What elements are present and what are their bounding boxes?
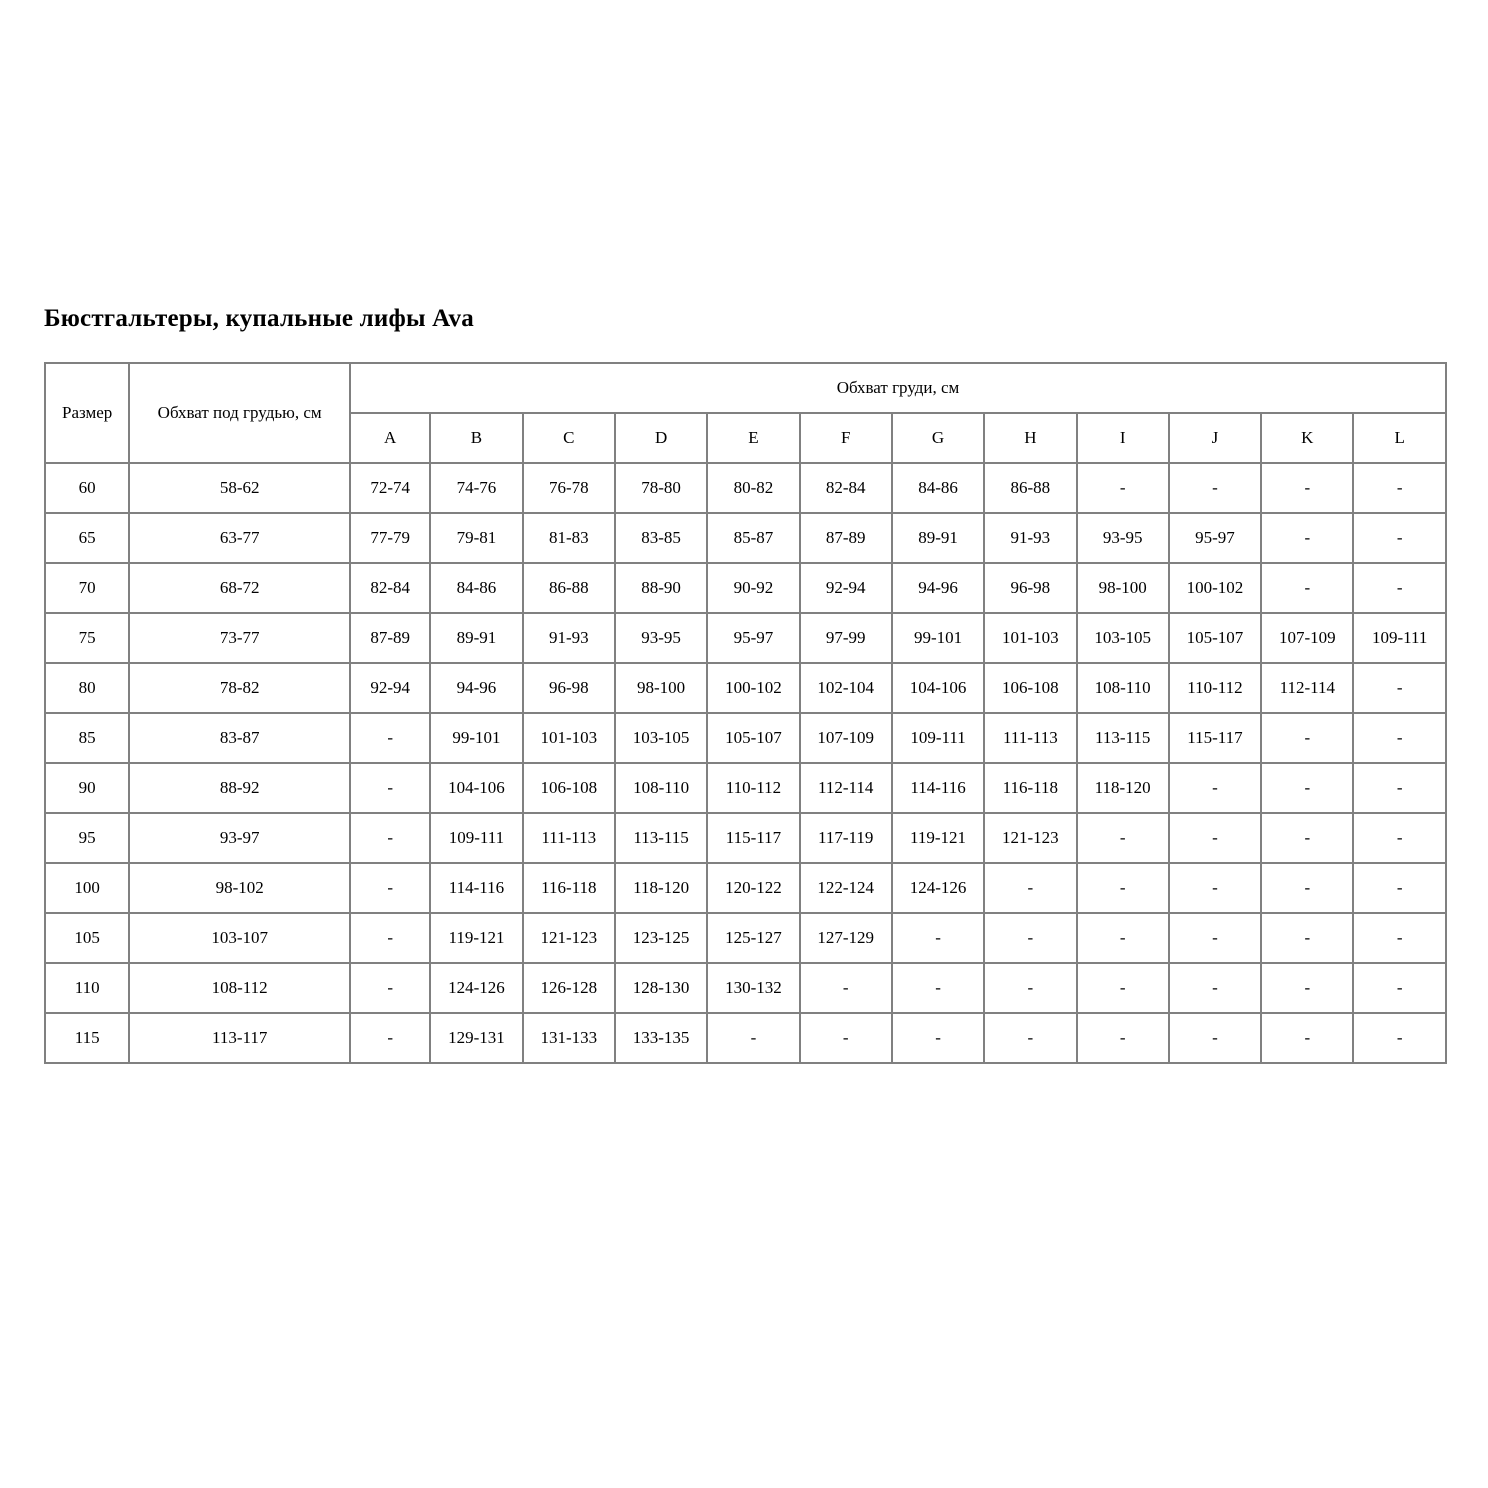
bust-range-cell: 117-119 xyxy=(800,813,892,863)
bust-range-cell: 99-101 xyxy=(892,613,984,663)
bust-range-cell: 113-115 xyxy=(615,813,707,863)
table-row xyxy=(45,563,1446,613)
bust-range-cell: 88-90 xyxy=(615,563,707,613)
size-cell: 75 xyxy=(45,613,129,663)
bust-range-cell: - xyxy=(1261,513,1353,563)
bust-range-cell: - xyxy=(350,713,430,763)
bust-range-cell: 124-126 xyxy=(430,963,522,1013)
bust-range-cell: 114-116 xyxy=(430,863,522,913)
bust-range-cell: 104-106 xyxy=(892,663,984,713)
bust-range-cell: 106-108 xyxy=(984,663,1076,713)
bust-range-cell: - xyxy=(1353,813,1446,863)
size-chart-table xyxy=(44,362,1447,1064)
bust-range-cell: - xyxy=(1169,463,1261,513)
bust-range-cell: 100-102 xyxy=(1169,563,1261,613)
bust-range-cell: 121-123 xyxy=(523,913,615,963)
bust-range-cell: - xyxy=(1261,963,1353,1013)
bust-range-cell: - xyxy=(1077,913,1169,963)
bust-range-cell: - xyxy=(1353,463,1446,513)
underbust-column-header: Обхват под грудью, см xyxy=(129,363,350,463)
bust-range-cell: - xyxy=(892,913,984,963)
size-cell: 110 xyxy=(45,963,129,1013)
table-row xyxy=(45,463,1446,513)
bust-range-cell: 89-91 xyxy=(892,513,984,563)
bust-range-cell: 94-96 xyxy=(892,563,984,613)
underbust-cell: 83-87 xyxy=(129,713,350,763)
bust-range-cell: 92-94 xyxy=(800,563,892,613)
cup-letter-header: I xyxy=(1077,413,1169,463)
underbust-cell: 103-107 xyxy=(129,913,350,963)
underbust-cell: 78-82 xyxy=(129,663,350,713)
underbust-cell: 58-62 xyxy=(129,463,350,513)
size-cell: 95 xyxy=(45,813,129,863)
bust-group-header: Обхват груди, см xyxy=(350,363,1446,413)
table-row xyxy=(45,963,1446,1013)
bust-range-cell: 94-96 xyxy=(430,663,522,713)
bust-range-cell: 93-95 xyxy=(1077,513,1169,563)
cup-letter-header: K xyxy=(1261,413,1353,463)
bust-range-cell: - xyxy=(1261,463,1353,513)
bust-range-cell: - xyxy=(984,1013,1076,1063)
size-cell: 115 xyxy=(45,1013,129,1063)
table-row xyxy=(45,913,1446,963)
bust-range-cell: 125-127 xyxy=(707,913,799,963)
bust-range-cell: - xyxy=(1169,813,1261,863)
cup-letter-header: L xyxy=(1353,413,1446,463)
size-cell: 85 xyxy=(45,713,129,763)
bust-range-cell: - xyxy=(1353,1013,1446,1063)
size-cell: 60 xyxy=(45,463,129,513)
cup-letter-header: A xyxy=(350,413,430,463)
bust-range-cell: 129-131 xyxy=(430,1013,522,1063)
bust-range-cell: 97-99 xyxy=(800,613,892,663)
bust-range-cell: 119-121 xyxy=(892,813,984,863)
bust-range-cell: 106-108 xyxy=(523,763,615,813)
bust-range-cell: - xyxy=(1261,1013,1353,1063)
bust-range-cell: - xyxy=(350,963,430,1013)
bust-range-cell: 81-83 xyxy=(523,513,615,563)
bust-range-cell: 128-130 xyxy=(615,963,707,1013)
bust-range-cell: - xyxy=(892,963,984,1013)
bust-range-cell: 113-115 xyxy=(1077,713,1169,763)
bust-range-cell: - xyxy=(1169,763,1261,813)
bust-range-cell: 78-80 xyxy=(615,463,707,513)
cup-letter-header: H xyxy=(984,413,1076,463)
bust-range-cell: 86-88 xyxy=(523,563,615,613)
table-row xyxy=(45,713,1446,763)
table-row xyxy=(45,813,1446,863)
bust-range-cell: 91-93 xyxy=(523,613,615,663)
size-cell: 105 xyxy=(45,913,129,963)
bust-range-cell: 109-111 xyxy=(892,713,984,763)
bust-range-cell: 109-111 xyxy=(430,813,522,863)
bust-range-cell: 131-133 xyxy=(523,1013,615,1063)
underbust-cell: 98-102 xyxy=(129,863,350,913)
bust-range-cell: 76-78 xyxy=(523,463,615,513)
bust-range-cell: - xyxy=(350,763,430,813)
bust-range-cell: 101-103 xyxy=(984,613,1076,663)
bust-range-cell: 98-100 xyxy=(615,663,707,713)
bust-range-cell: 100-102 xyxy=(707,663,799,713)
bust-range-cell: 99-101 xyxy=(430,713,522,763)
bust-range-cell: - xyxy=(1169,963,1261,1013)
bust-range-cell: 95-97 xyxy=(1169,513,1261,563)
underbust-cell: 88-92 xyxy=(129,763,350,813)
bust-range-cell: 122-124 xyxy=(800,863,892,913)
table-row xyxy=(45,1013,1446,1063)
bust-range-cell: - xyxy=(1077,963,1169,1013)
bust-range-cell: - xyxy=(1261,563,1353,613)
bust-range-cell: 86-88 xyxy=(984,463,1076,513)
cup-letter-header: G xyxy=(892,413,984,463)
underbust-cell: 93-97 xyxy=(129,813,350,863)
bust-range-cell: 107-109 xyxy=(800,713,892,763)
bust-range-cell: 77-79 xyxy=(350,513,430,563)
bust-range-cell: - xyxy=(1353,963,1446,1013)
bust-range-cell: 74-76 xyxy=(430,463,522,513)
table-header xyxy=(45,363,1446,463)
underbust-cell: 73-77 xyxy=(129,613,350,663)
bust-range-cell: 85-87 xyxy=(707,513,799,563)
bust-range-cell: 92-94 xyxy=(350,663,430,713)
bust-range-cell: 115-117 xyxy=(707,813,799,863)
bust-range-cell: - xyxy=(1261,863,1353,913)
bust-range-cell: 126-128 xyxy=(523,963,615,1013)
size-cell: 65 xyxy=(45,513,129,563)
bust-range-cell: - xyxy=(800,963,892,1013)
bust-range-cell: 79-81 xyxy=(430,513,522,563)
bust-range-cell: 72-74 xyxy=(350,463,430,513)
bust-range-cell: 118-120 xyxy=(615,863,707,913)
bust-range-cell: - xyxy=(1261,763,1353,813)
size-cell: 70 xyxy=(45,563,129,613)
bust-range-cell: 121-123 xyxy=(984,813,1076,863)
bust-range-cell: - xyxy=(1353,763,1446,813)
bust-range-cell: 84-86 xyxy=(430,563,522,613)
bust-range-cell: - xyxy=(350,863,430,913)
bust-range-cell: - xyxy=(350,813,430,863)
cup-letter-header: E xyxy=(707,413,799,463)
size-cell: 90 xyxy=(45,763,129,813)
bust-range-cell: 82-84 xyxy=(350,563,430,613)
table-row xyxy=(45,613,1446,663)
header-row-top xyxy=(45,363,1446,413)
bust-range-cell: - xyxy=(1353,563,1446,613)
bust-range-cell: 91-93 xyxy=(984,513,1076,563)
bust-range-cell: 105-107 xyxy=(1169,613,1261,663)
bust-range-cell: 90-92 xyxy=(707,563,799,613)
bust-range-cell: 116-118 xyxy=(523,863,615,913)
bust-range-cell: 84-86 xyxy=(892,463,984,513)
table-row xyxy=(45,763,1446,813)
bust-range-cell: - xyxy=(800,1013,892,1063)
bust-range-cell: 133-135 xyxy=(615,1013,707,1063)
bust-range-cell: 124-126 xyxy=(892,863,984,913)
bust-range-cell: - xyxy=(1353,713,1446,763)
bust-range-cell: - xyxy=(984,863,1076,913)
bust-range-cell: 105-107 xyxy=(707,713,799,763)
underbust-cell: 68-72 xyxy=(129,563,350,613)
bust-range-cell: 111-113 xyxy=(984,713,1076,763)
bust-range-cell: - xyxy=(1077,863,1169,913)
bust-range-cell: 119-121 xyxy=(430,913,522,963)
bust-range-cell: 108-110 xyxy=(1077,663,1169,713)
size-cell: 80 xyxy=(45,663,129,713)
cup-letter-header: J xyxy=(1169,413,1261,463)
table-row xyxy=(45,863,1446,913)
bust-range-cell: 98-100 xyxy=(1077,563,1169,613)
bust-range-cell: - xyxy=(984,963,1076,1013)
bust-range-cell: 101-103 xyxy=(523,713,615,763)
bust-range-cell: 110-112 xyxy=(1169,663,1261,713)
bust-range-cell: 112-114 xyxy=(800,763,892,813)
underbust-cell: 63-77 xyxy=(129,513,350,563)
bust-range-cell: 89-91 xyxy=(430,613,522,663)
bust-range-cell: 95-97 xyxy=(707,613,799,663)
table-row xyxy=(45,513,1446,563)
bust-range-cell: 115-117 xyxy=(1169,713,1261,763)
table-row xyxy=(45,663,1446,713)
bust-range-cell: 87-89 xyxy=(350,613,430,663)
bust-range-cell: - xyxy=(1353,863,1446,913)
cup-letter-header: C xyxy=(523,413,615,463)
bust-range-cell: - xyxy=(1077,463,1169,513)
bust-range-cell: 108-110 xyxy=(615,763,707,813)
bust-range-cell: - xyxy=(1169,1013,1261,1063)
bust-range-cell: 103-105 xyxy=(615,713,707,763)
bust-range-cell: 87-89 xyxy=(800,513,892,563)
bust-range-cell: - xyxy=(350,1013,430,1063)
bust-range-cell: 127-129 xyxy=(800,913,892,963)
bust-range-cell: 103-105 xyxy=(1077,613,1169,663)
bust-range-cell: - xyxy=(1261,713,1353,763)
bust-range-cell: 120-122 xyxy=(707,863,799,913)
bust-range-cell: 83-85 xyxy=(615,513,707,563)
page-title: Бюстгальтеры, купальные лифы Ava xyxy=(44,305,474,332)
bust-range-cell: - xyxy=(1169,913,1261,963)
bust-range-cell: - xyxy=(1077,1013,1169,1063)
bust-range-cell: 130-132 xyxy=(707,963,799,1013)
bust-range-cell: 107-109 xyxy=(1261,613,1353,663)
bust-range-cell: 82-84 xyxy=(800,463,892,513)
bust-range-cell: 116-118 xyxy=(984,763,1076,813)
size-table-body xyxy=(45,463,1446,1063)
bust-range-cell: 114-116 xyxy=(892,763,984,813)
bust-range-cell: - xyxy=(1169,863,1261,913)
cup-letter-header: D xyxy=(615,413,707,463)
bust-range-cell: - xyxy=(984,913,1076,963)
bust-range-cell: - xyxy=(1353,513,1446,563)
bust-range-cell: - xyxy=(1077,813,1169,863)
underbust-cell: 113-117 xyxy=(129,1013,350,1063)
size-column-header: Размер xyxy=(45,363,129,463)
bust-range-cell: - xyxy=(1353,913,1446,963)
bust-range-cell: - xyxy=(350,913,430,963)
bust-range-cell: 110-112 xyxy=(707,763,799,813)
underbust-cell: 108-112 xyxy=(129,963,350,1013)
bust-range-cell: 123-125 xyxy=(615,913,707,963)
size-cell: 100 xyxy=(45,863,129,913)
bust-range-cell: 80-82 xyxy=(707,463,799,513)
bust-range-cell: 109-111 xyxy=(1353,613,1446,663)
bust-range-cell: 111-113 xyxy=(523,813,615,863)
cup-letter-header: B xyxy=(430,413,522,463)
bust-range-cell: 104-106 xyxy=(430,763,522,813)
bust-range-cell: 112-114 xyxy=(1261,663,1353,713)
cup-letter-header: F xyxy=(800,413,892,463)
bust-range-cell: 93-95 xyxy=(615,613,707,663)
bust-range-cell: 96-98 xyxy=(523,663,615,713)
bust-range-cell: - xyxy=(1261,913,1353,963)
bust-range-cell: - xyxy=(1261,813,1353,863)
bust-range-cell: 118-120 xyxy=(1077,763,1169,813)
bust-range-cell: - xyxy=(892,1013,984,1063)
bust-range-cell: - xyxy=(1353,663,1446,713)
bust-range-cell: 102-104 xyxy=(800,663,892,713)
bust-range-cell: 96-98 xyxy=(984,563,1076,613)
bust-range-cell: - xyxy=(707,1013,799,1063)
